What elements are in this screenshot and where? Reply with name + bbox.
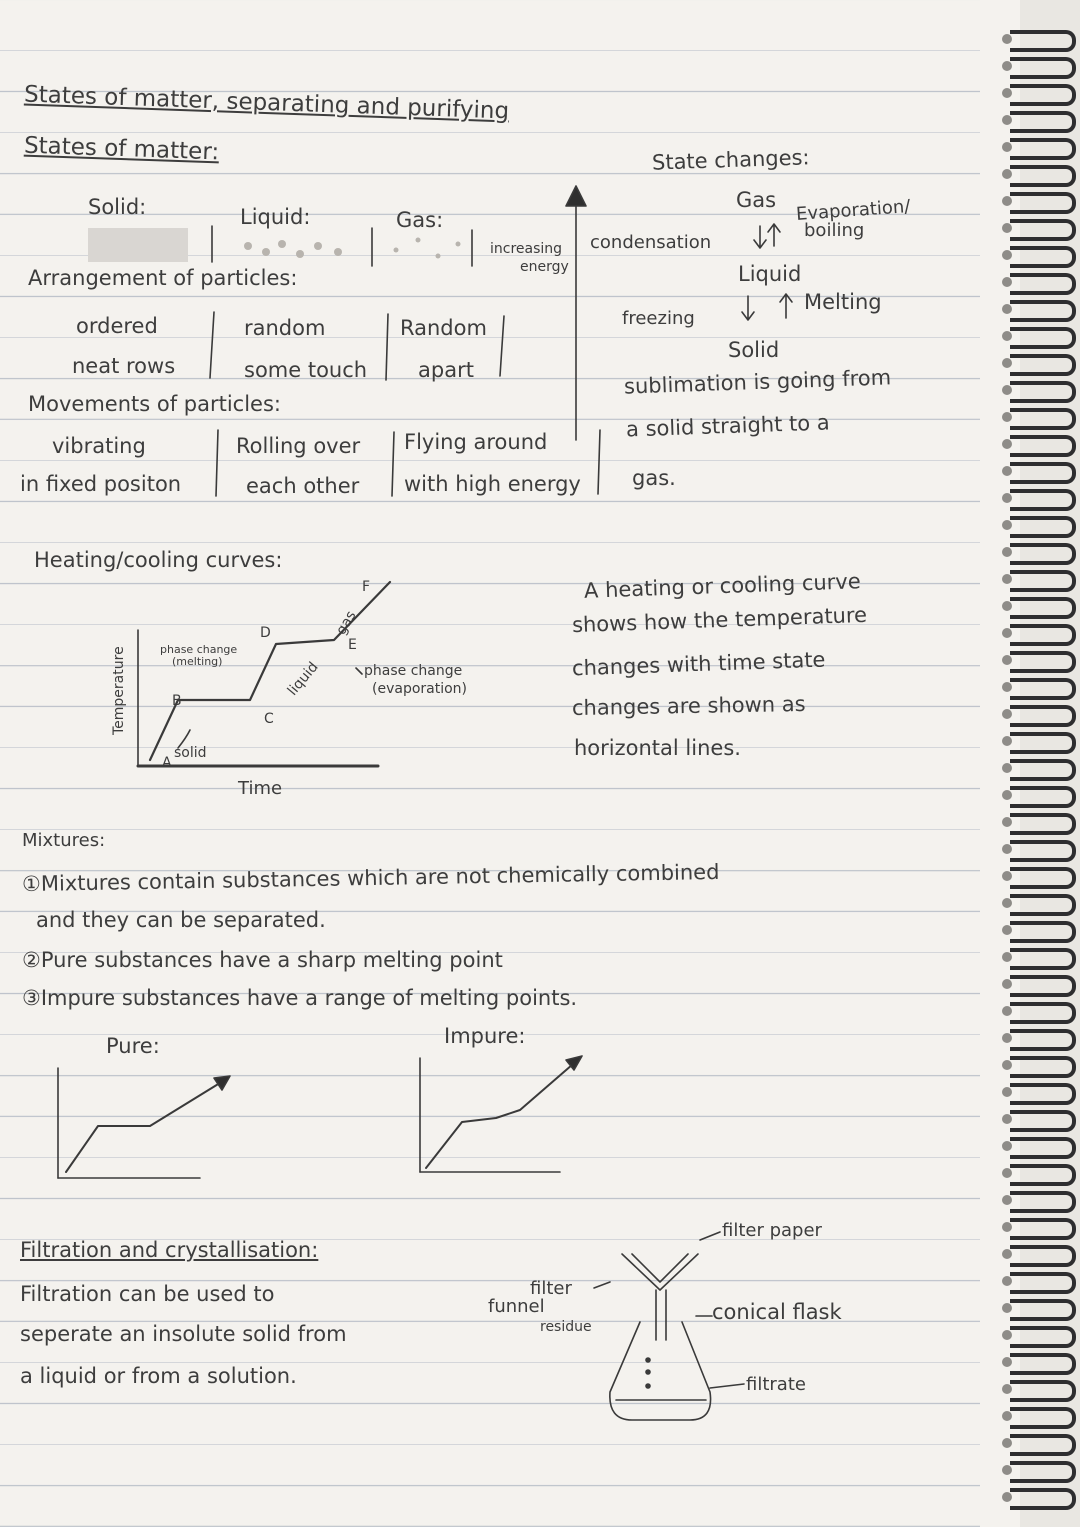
binding-ring	[1010, 1272, 1076, 1294]
binding-ring	[1010, 138, 1076, 160]
curve-point-b: B	[172, 693, 182, 709]
binding-ring	[1010, 759, 1076, 781]
binding-ring	[1010, 894, 1076, 916]
arr-liquid-2: some touch	[244, 358, 368, 382]
mixtures-point-1b: and they can be separated.	[36, 908, 326, 932]
binding-ring	[1010, 111, 1076, 133]
binding-ring	[1010, 1326, 1076, 1348]
binding-ring	[1010, 57, 1076, 79]
sc-solid: Solid	[728, 338, 780, 362]
curve-point-a: A	[162, 755, 172, 771]
states-heading: States of matter:	[23, 132, 220, 166]
binding-ring	[1010, 1191, 1076, 1213]
binding-ring	[1010, 192, 1076, 214]
arr-liquid-1: random	[244, 316, 326, 340]
binding-ring	[1010, 948, 1076, 970]
phase1-label-2: (melting)	[172, 655, 223, 668]
binding-ring	[1010, 1110, 1076, 1132]
filtration-line-2: seperate an insolute solid from	[20, 1322, 347, 1346]
mov-gas-2: with high energy	[404, 472, 581, 496]
binding-ring	[1010, 354, 1076, 376]
filtration-heading: Filtration and crystallisation:	[20, 1238, 319, 1262]
binding-ring	[1010, 1164, 1076, 1186]
filtrate-label: filtrate	[746, 1374, 806, 1395]
arr-solid-2: neat rows	[72, 354, 176, 378]
spiral-binding	[980, 0, 1080, 1527]
binding-ring	[1010, 1083, 1076, 1105]
binding-ring	[1010, 1299, 1076, 1321]
binding-ring	[1010, 921, 1076, 943]
energy-label-1: increasing	[490, 241, 563, 257]
curve-point-d: D	[260, 625, 271, 641]
sc-freezing: freezing	[622, 308, 695, 329]
conical-flask-label: conical flask	[712, 1300, 842, 1324]
filter-paper-label: filter paper	[722, 1220, 822, 1241]
movements-heading: Movements of particles:	[28, 392, 281, 416]
binding-ring	[1010, 543, 1076, 565]
curve-gas-label: gas	[333, 608, 360, 638]
binding-ring	[1010, 1002, 1076, 1024]
binding-ring	[1010, 732, 1076, 754]
impure-curve	[426, 1058, 580, 1168]
binding-ring	[1010, 516, 1076, 538]
solid-label: Solid:	[88, 195, 147, 219]
arr-gas-1: Random	[400, 316, 487, 340]
curve-liquid-label: liquid	[284, 659, 322, 699]
binding-ring	[1010, 867, 1076, 889]
binding-ring	[1010, 840, 1076, 862]
binding-ring	[1010, 30, 1076, 52]
binding-ring	[1010, 597, 1076, 619]
sc-condensation: condensation	[590, 232, 712, 253]
curve-point-f: F	[362, 579, 371, 595]
curve-point-c: C	[264, 711, 274, 727]
sc-melting: Melting	[804, 290, 882, 314]
curve-note-2: shows how the temperature	[571, 602, 868, 638]
binding-ring	[1010, 651, 1076, 673]
mov-liquid-2: each other	[246, 474, 360, 498]
binding-ring	[1010, 300, 1076, 322]
curve-xlabel: Time	[238, 778, 283, 799]
binding-ring	[1010, 462, 1076, 484]
filter-funnel-label-1: filter	[530, 1278, 572, 1299]
mov-gas-1: Flying around	[404, 430, 548, 454]
curve-point-e: E	[348, 637, 357, 653]
impure-label: Impure:	[444, 1024, 526, 1048]
mov-solid-2: in fixed positon	[20, 472, 182, 496]
binding-ring	[1010, 1218, 1076, 1240]
binding-ring	[1010, 705, 1076, 727]
binding-ring	[1010, 1056, 1076, 1078]
liquid-label: Liquid:	[240, 205, 311, 229]
solid-particles-box	[88, 228, 188, 262]
curve-note-4: changes are shown as	[571, 691, 806, 721]
binding-ring	[1010, 1137, 1076, 1159]
binding-ring	[1010, 165, 1076, 187]
binding-ring	[1010, 1488, 1076, 1510]
binding-ring	[1010, 1245, 1076, 1267]
binding-ring	[1010, 489, 1076, 511]
curve-solid-label: solid	[174, 745, 207, 761]
sublimation-3: gas.	[632, 466, 676, 490]
phase1-label-1: phase change	[160, 643, 238, 656]
binding-ring	[1010, 1353, 1076, 1375]
mov-liquid-1: Rolling over	[236, 434, 361, 458]
binding-ring	[1010, 1461, 1076, 1483]
arrangement-heading: Arrangement of particles:	[28, 266, 298, 290]
gas-label: Gas:	[396, 208, 444, 232]
binding-ring	[1010, 84, 1076, 106]
pure-label: Pure:	[106, 1034, 160, 1058]
binding-ring	[1010, 813, 1076, 835]
arr-solid-1: ordered	[76, 314, 158, 338]
mov-solid-1: vibrating	[52, 434, 146, 458]
binding-ring	[1010, 975, 1076, 997]
binding-ring	[1010, 219, 1076, 241]
state-changes-heading: State changes:	[651, 145, 810, 175]
sublimation-2: a solid straight to a	[625, 410, 831, 442]
heating-heading: Heating/cooling curves:	[34, 548, 283, 572]
binding-ring	[1010, 1434, 1076, 1456]
binding-ring	[1010, 1380, 1076, 1402]
filter-funnel-label-2: funnel	[488, 1296, 545, 1317]
curve-note-3: changes with time state	[571, 647, 826, 681]
binding-ring	[1010, 678, 1076, 700]
liquid-particles	[244, 240, 342, 258]
sc-evaporation-1: Evaporation/	[795, 196, 912, 225]
binding-ring	[1010, 435, 1076, 457]
heating-curve-line	[150, 579, 390, 760]
binding-ring	[1010, 408, 1076, 430]
binding-ring	[1010, 273, 1076, 295]
binding-ring	[1010, 786, 1076, 808]
binding-ring	[1010, 1029, 1076, 1051]
binding-ring	[1010, 246, 1076, 268]
filtration-apparatus	[594, 1232, 744, 1420]
page-title: States of matter, separating and purifying	[23, 81, 510, 125]
mixtures-point-1a: ①Mixtures contain substances which are not chemically combined	[21, 859, 720, 897]
energy-label-2: energy	[520, 259, 569, 275]
gas-particles	[394, 238, 461, 259]
curve-note-1: A heating or cooling curve	[583, 569, 862, 603]
binding-ring	[1010, 570, 1076, 592]
phase2-label-2: (evaporation)	[372, 681, 468, 697]
sc-gas: Gas	[736, 188, 777, 212]
binding-ring	[1010, 327, 1076, 349]
binding-ring	[1010, 624, 1076, 646]
mixtures-point-2: ②Pure substances have a sharp melting point	[22, 948, 503, 972]
mixtures-heading: Mixtures:	[22, 830, 106, 851]
phase2-label-1: phase change	[364, 663, 463, 679]
pure-curve	[66, 1078, 228, 1172]
mixtures-point-3: ③Impure substances have a range of melting points.	[22, 986, 578, 1010]
filtration-line-3: a liquid or from a solution.	[20, 1364, 297, 1388]
curve-note-5: horizontal lines.	[574, 736, 741, 760]
arr-gas-2: apart	[418, 358, 474, 382]
curve-ylabel: Temperature	[111, 646, 127, 735]
sc-liquid: Liquid	[738, 262, 802, 286]
binding-ring	[1010, 381, 1076, 403]
filtration-line-1: Filtration can be used to	[20, 1282, 275, 1306]
sublimation-1: sublimation is going from	[623, 365, 892, 399]
sc-evaporation-2: boiling	[804, 220, 865, 241]
binding-ring	[1010, 1407, 1076, 1429]
residue-label: residue	[540, 1319, 592, 1335]
